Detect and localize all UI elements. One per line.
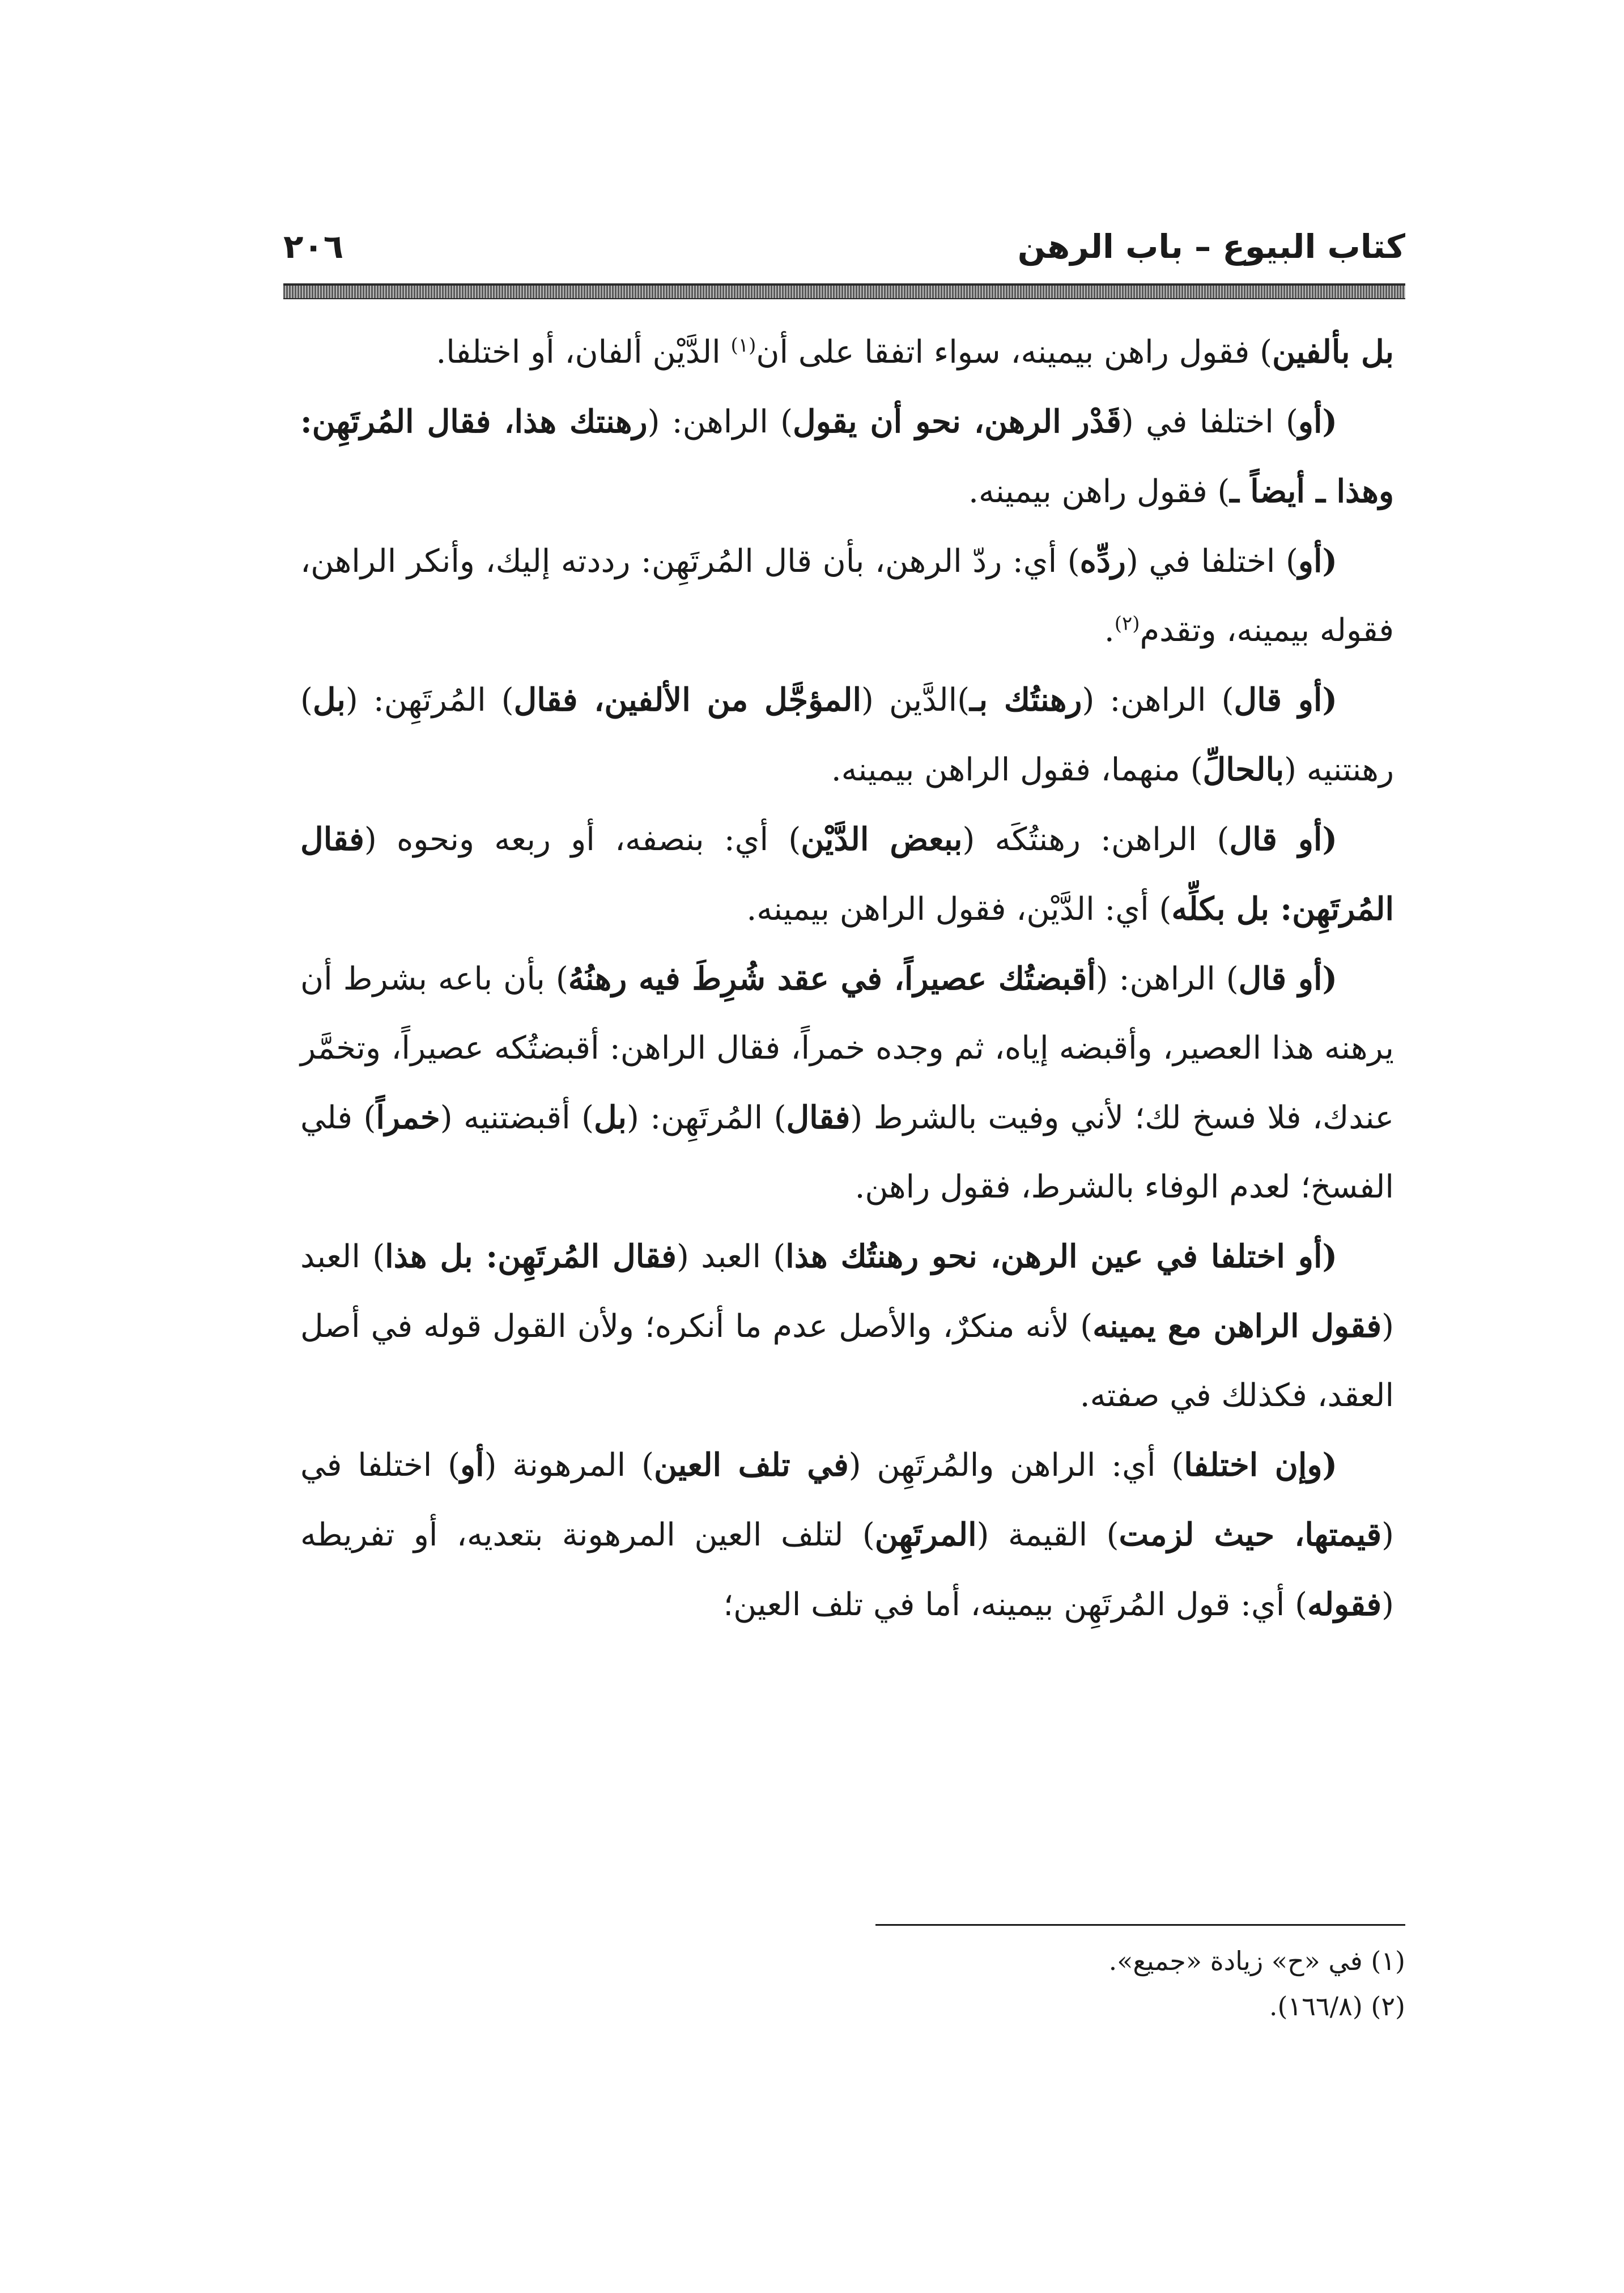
paragraph — [300, 944, 1394, 1222]
sharh-text: ) العبد ( — [676, 1238, 786, 1275]
footnote-marker: (١) — [730, 334, 756, 357]
sharh-text: ) المرهونة ( — [484, 1447, 654, 1484]
sharh-text: ) المُرتَهِن: ( — [345, 682, 514, 719]
matn-text: (أو — [1298, 403, 1338, 440]
sharh-text: ) فقول راهن بيمينه، سواء اتفقا على أن — [756, 334, 1272, 371]
sharh-text: ) اختلفا في ( — [1121, 404, 1298, 440]
matn-text: المؤجَّل من الألفين، فقال — [513, 681, 862, 719]
matn-text: المرتَهِن — [874, 1516, 977, 1553]
footnote-1: (١) في «ح» زيادة «جميع». — [1108, 1946, 1405, 1976]
sharh-text: ) أي: الدَّيْن، فقول الراهن بيمينه. — [746, 891, 1172, 928]
header-divider — [283, 283, 1405, 299]
matn-text: (أو قال — [1234, 681, 1337, 719]
sharh-text: ) لتلف العين المرهونة بتعديه، أو تفريطه ( — [300, 1517, 1394, 1623]
sharh-text: ) الراهن: رهنتُكَه ( — [962, 821, 1230, 858]
sharh-text: ) بأن باعه بشرط أن يرهنه هذا العصير، وأقبضه إياه، ثم وجده خمراً، فقال الراهن: أقبضتُكه عصيراً، وتخمَّر عندك، فلا فسخ لك؛ لأني وفيت بالشرط ( — [300, 961, 1394, 1136]
main-text — [300, 317, 1394, 1640]
sharh-text: ) فلي الفسخ؛ لعدم الوفاء بالشرط، فقول راهن. — [300, 1099, 1394, 1205]
matn-text: (أو قال — [1229, 821, 1337, 858]
matn-text: في تلف العين — [653, 1446, 849, 1484]
matn-text: ببعض الدَّيْن — [801, 821, 963, 858]
footnotes — [340, 1938, 1405, 2029]
sharh-text: ) أي: بنصفه، أو ربعه ونحوه ( — [364, 821, 801, 858]
footnote-divider — [875, 1924, 1405, 1926]
paragraph — [300, 526, 1394, 665]
sharh-text: . — [1104, 612, 1115, 649]
matn-text: بل — [594, 1099, 627, 1136]
matn-text: أو — [460, 1446, 484, 1484]
matn-text: قيمتها، حيث لزمت — [1119, 1516, 1382, 1553]
matn-text: (أو اختلفا في عين الرهن، نحو رهنتُك هذا — [785, 1238, 1337, 1275]
sharh-text: ) أي: قول المُرتَهِن بيمينه، أما في تلف العين؛ — [723, 1586, 1308, 1623]
matn-text: فقول الراهن مع يمينه — [1092, 1307, 1382, 1345]
sharh-text: ) الراهن: ( — [1095, 961, 1239, 997]
sharh-text: ) اختلفا في ( — [300, 1447, 1394, 1553]
sharh-text: ) أي: ردّ الرهن، بأن قال المُرتَهِن: رددته إليك، وأنكر الراهن، فقوله بيمينه، وتقدم — [300, 543, 1394, 649]
matn-text: (وإن اختلفا — [1184, 1446, 1337, 1484]
paragraph — [300, 665, 1394, 805]
sharh-text: ) أقبضتنيه ( — [440, 1099, 594, 1136]
matn-text: (أو — [1298, 542, 1338, 580]
sharh-text: ) المُرتَهِن: ( — [627, 1099, 787, 1136]
matn-text: فقوله — [1307, 1586, 1382, 1623]
paragraph — [300, 1430, 1394, 1640]
sharh-text: ) العبد ( — [300, 1238, 1394, 1345]
footnote-2: (٢) (١٦٦/٨). — [1269, 1991, 1405, 2022]
sharh-text: ) فقول راهن بيمينه. — [968, 473, 1230, 510]
matn-text: خمراً — [376, 1099, 440, 1136]
sharh-text: ) منهما، فقول الراهن بيمينه. — [831, 751, 1203, 788]
matn-text: بالحالِّ — [1202, 751, 1285, 788]
sharh-text: ) الراهن: ( — [647, 404, 793, 440]
matn-text: فقال — [786, 1099, 851, 1136]
matn-text: رهنتُك بـ — [970, 681, 1082, 719]
matn-text: أقبضتُك عصيراً، في عقد شُرِطَ فيه رهنُهُ — [568, 960, 1096, 997]
matn-text: ردِّه — [1079, 542, 1126, 580]
sharh-text: )الدَّين ( — [861, 682, 970, 719]
running-header — [283, 224, 1405, 269]
paragraph — [300, 1222, 1394, 1430]
sharh-text: ) اختلفا في ( — [1125, 543, 1298, 580]
paragraph — [300, 805, 1394, 944]
matn-text: فقال المُرتَهِن: بل هذا — [385, 1238, 677, 1275]
matn-text: قَدْر الرهن، نحو أن يقول — [793, 403, 1121, 440]
paragraph — [300, 317, 1394, 387]
footnote-marker: (٢) — [1114, 612, 1140, 635]
matn-text: (أو قال — [1238, 960, 1337, 997]
page-number: ٢٠٦ — [283, 227, 344, 266]
sharh-text: ) أي: الراهن والمُرتَهِن ( — [848, 1447, 1184, 1484]
matn-text: رهنتك هذا، فقال المُرتَهِن: وهذا ـ أيضاً ـ — [300, 403, 1394, 510]
sharh-text: ) لأنه منكرٌ، والأصل عدم ما أنكره؛ ولأن القول قوله في أصل العقد، فكذلك في صفته. — [300, 1308, 1394, 1414]
paragraph — [300, 387, 1394, 526]
header-title: كتاب البيوع – باب الرهن — [1017, 227, 1405, 266]
matn-text: بل — [312, 681, 346, 719]
matn-text: بل بألفين — [1272, 333, 1394, 371]
matn-text: فقال المُرتَهِن: بل بكلِّه — [300, 821, 1394, 928]
sharh-text: ) القيمة ( — [976, 1517, 1119, 1553]
sharh-text: الدَّيْن ألفان، أو اختلفا. — [436, 334, 731, 371]
sharh-text: ) الراهن: ( — [1082, 682, 1234, 719]
sharh-text: ) رهنتنيه ( — [300, 682, 1394, 788]
